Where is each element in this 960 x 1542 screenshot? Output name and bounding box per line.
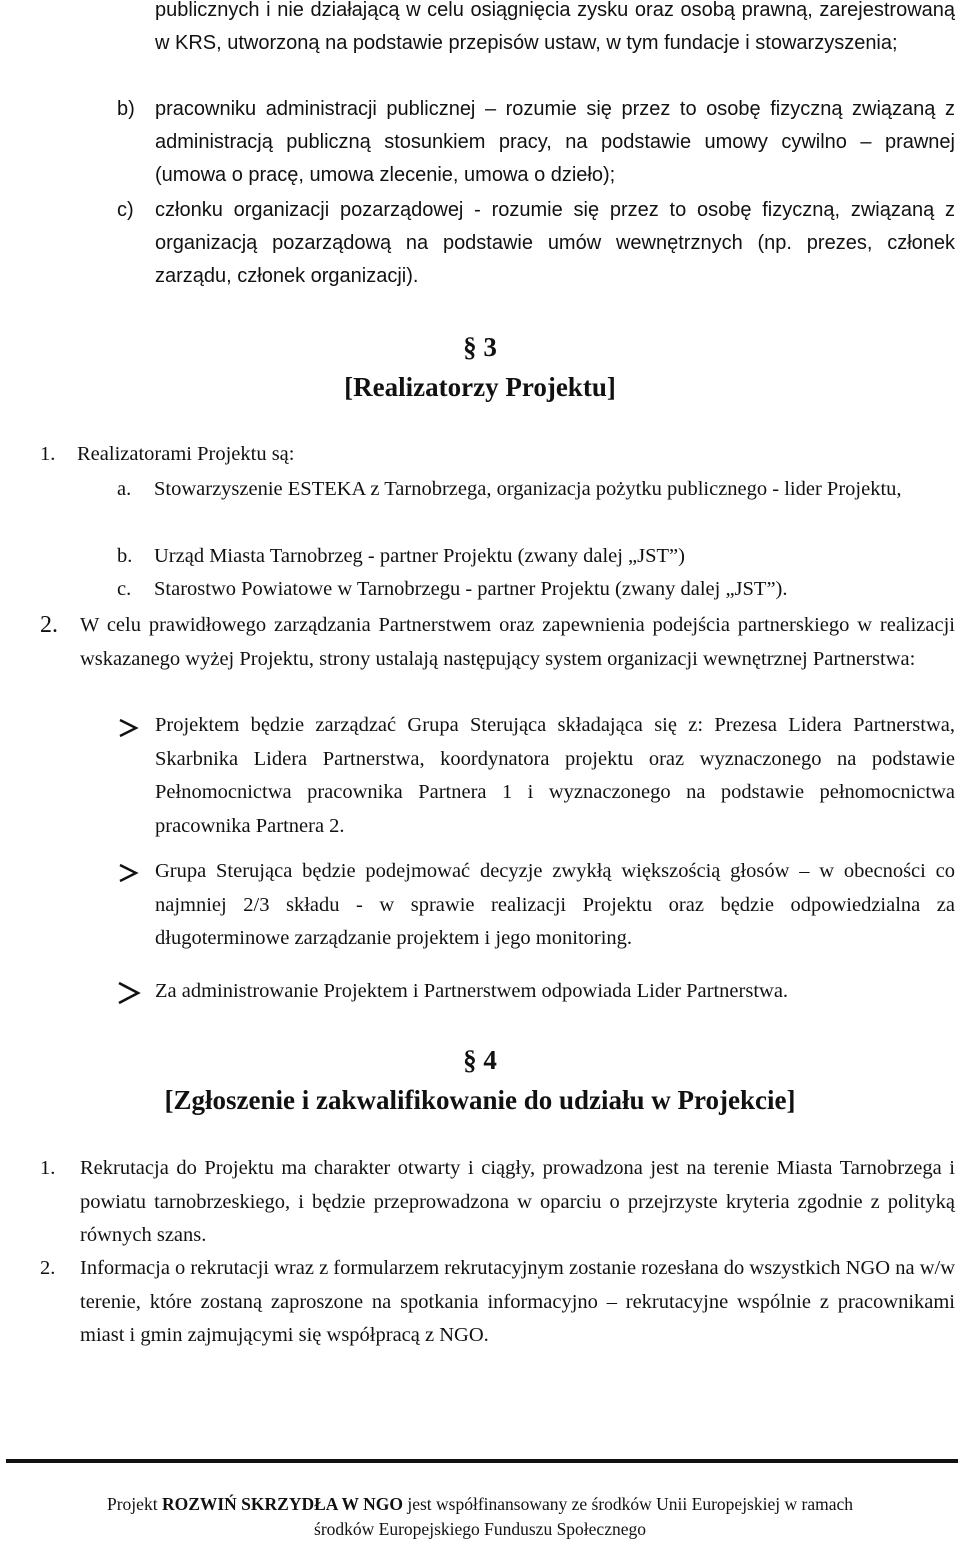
- paragraph-2: [40, 1252, 955, 1353]
- section-title: [Zgłoszenie i zakwalifikowanie do udziału w Projekcie]: [164, 1085, 796, 1115]
- list-marker: b): [117, 98, 135, 120]
- bullet-text: Za administrowanie Projektem i Partnerstwem odpowiada Lider Partnerstwa.: [155, 980, 789, 1002]
- paragraph-marker: 2.: [40, 612, 58, 638]
- footer-divider: [6, 1459, 958, 1463]
- sub-item-text: Urząd Miasta Tarnobrzeg - partner Projektu (zwany dalej „JST”): [154, 545, 685, 567]
- list-item-b: [117, 93, 955, 192]
- section-number: § 4: [463, 1045, 497, 1075]
- paragraph-marker: 2.: [40, 1257, 56, 1279]
- footer-line-1: [0, 1491, 960, 1517]
- continuation-text: publicznych i nie działającą w celu osiągnięcia zysku oraz osobą prawną, zarejestrowaną w KRS, utworzoną na podstawie przepisów ustaw, w tym fundacje i stowarzyszenia;: [155, 0, 955, 54]
- bullet-item-1: [155, 709, 955, 843]
- paragraph-1: [40, 1152, 955, 1253]
- arrow-bullet-icon: [118, 718, 140, 738]
- footer-line-2: środków Europejskiego Funduszu Społecznego: [314, 1519, 646, 1539]
- section-number: § 3: [463, 332, 497, 362]
- sub-item-text: Starostwo Powiatowe w Tarnobrzegu - partner Projektu (zwany dalej „JST”).: [154, 578, 788, 600]
- list-item-text: członku organizacji pozarządowej - rozumie się przez to osobę fizyczną, związaną z organizacją pozarządową na podstawie umów wewnętrznych (np. prezes, członek zarządu, członek organizacji).: [155, 199, 955, 287]
- sub-item-a: [117, 473, 937, 507]
- paragraph-text: W celu prawidłowego zarządzania Partnerstwem oraz zapewnienia podejścia partnerskiego w realizacji wskazanego wyżej Projektu, strony ustalają następujący system organizacji wewnętrznej Partnerstwa:: [80, 614, 955, 670]
- paragraph-text: Rekrutacja do Projektu ma charakter otwarty i ciągły, prowadzona jest na terenie Miasta Tarnobrzega i powiatu tarnobrzeskiego, i będzie przeprowadzona w oparciu o przejrzyste kryteria zgodnie z polityką równych szans.: [80, 1157, 955, 1246]
- sub-marker: b.: [117, 545, 133, 567]
- list-item-c: [117, 194, 955, 293]
- paragraph-2: [40, 609, 955, 676]
- bullet-text: Grupa Sterująca będzie podejmować decyzje zwykłą większością głosów – w obecności co najmniej 2/3 składu - w sprawie realizacji Projektu oraz będzie odpowiedzialna za długoterminowe zarządzanie projektem i jego monitoring.: [155, 860, 955, 949]
- footer-prefix: Projekt: [107, 1494, 158, 1514]
- paragraph-1: [40, 438, 950, 472]
- sub-marker: a.: [117, 478, 132, 500]
- continuation-paragraph: [155, 0, 955, 60]
- list-marker: c): [117, 199, 134, 221]
- bullet-item-3: [155, 975, 955, 1009]
- arrow-bullet-icon: [118, 863, 140, 883]
- sub-item-b: [117, 540, 937, 574]
- paragraph-text: Realizatorami Projektu są:: [77, 443, 295, 465]
- sub-marker: c.: [117, 578, 132, 600]
- bullet-item-2: [155, 855, 955, 956]
- bullet-text: Projektem będzie zarządzać Grupa Sterująca składająca się z: Prezesa Lidera Partnerstwa, Skarbnika Lidera Partnerstwa, koordynatora projektu oraz wyznaczonego na podstawie Pełnomocnictwa pracownika Partnera 1 i wyznaczonego na podstawie pełnomocnictwa pracownika Partnera 2.: [155, 714, 955, 837]
- paragraph-text: Informacja o rekrutacji wraz z formularzem rekrutacyjnym zostanie rozesłana do wszystkich NGO na w/w terenie, które zostaną zaproszone na spotkania informacyjno – rekrutacyjne wspólnie z pracownikami miast i gmin zajmującymi się współpracą z NGO.: [80, 1257, 955, 1346]
- sub-item-c: [117, 573, 957, 607]
- section-title: [Realizatorzy Projektu]: [344, 372, 616, 402]
- paragraph-marker: 1.: [40, 443, 56, 465]
- paragraph-marker: 1.: [40, 1157, 56, 1179]
- footer-suffix: jest współfinansowany ze środków Unii Europejskiej w ramach: [407, 1494, 853, 1514]
- list-item-text: pracowniku administracji publicznej – rozumie się przez to osobę fizyczną związaną z administracją publiczną stosunkiem pracy, na podstawie umowy cywilno – prawnej (umowa o pracę, umowa zlecenie, umowa o dzieło);: [155, 98, 955, 186]
- footer-project-name: ROZWIŃ SKRZYDŁA W NGO: [161, 1494, 403, 1514]
- sub-item-text: Stowarzyszenie ESTEKA z Tarnobrzega, organizacja pożytku publicznego - lider Projektu,: [154, 478, 902, 500]
- arrow-bullet-icon: [117, 981, 139, 1001]
